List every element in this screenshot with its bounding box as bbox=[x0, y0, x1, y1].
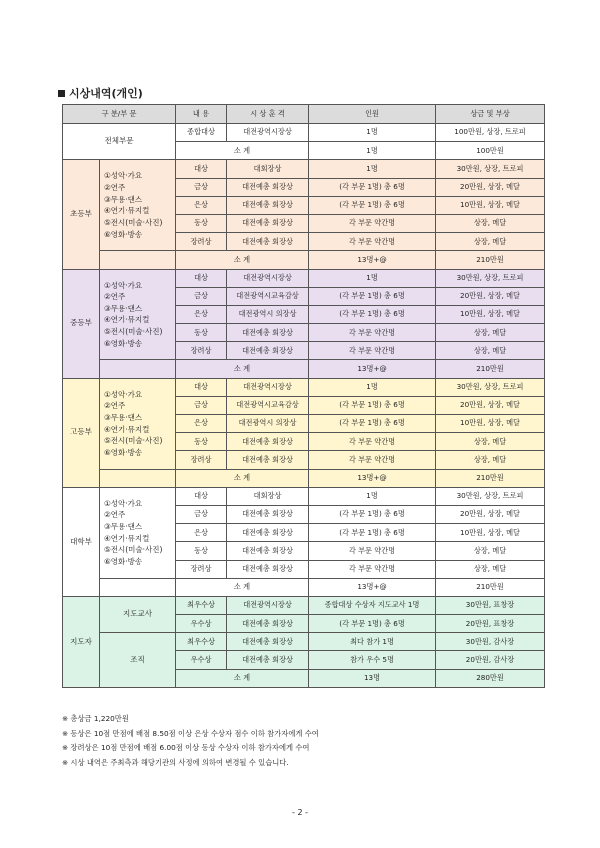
note-total-prize: ※ 총상금 1,220만원 bbox=[62, 714, 129, 723]
note-encouragement: ※ 장려상은 10점 만점에 배점 6.00점 이상 동상 수상자 이하 참가자에게 수여 bbox=[62, 743, 310, 752]
prize-cell: 20만원, 감사장 bbox=[436, 651, 545, 669]
prize-cell: 상장, 메달 bbox=[436, 451, 545, 469]
grade-cell: 대전예총 회장상 bbox=[227, 233, 309, 251]
award-cell: 최우수상 bbox=[176, 633, 227, 651]
subtotal-count: 1명 bbox=[309, 142, 436, 160]
genre-item: ②연주 bbox=[104, 510, 126, 520]
grade-cell: 대전예총 회장상 bbox=[227, 524, 309, 542]
genre-item: ④연기·뮤지컬 bbox=[104, 533, 150, 543]
genre-blank bbox=[100, 251, 176, 269]
count-cell: 각 부문 약간명 bbox=[309, 451, 436, 469]
prize-cell: 상장, 메달 bbox=[436, 214, 545, 232]
division-middle: 중등부 bbox=[63, 269, 100, 378]
grade-cell: 대전예총 회장상 bbox=[227, 451, 309, 469]
award-cell: 금상 bbox=[176, 178, 227, 196]
subtotal-label: 소 계 bbox=[176, 578, 309, 596]
table-row bbox=[63, 487, 545, 505]
grade-cell: 대전예총 회장상 bbox=[227, 633, 309, 651]
table-row bbox=[63, 360, 545, 378]
prize-cell: 30만원, 상장, 트로피 bbox=[436, 378, 545, 396]
grade-cell: 대전예총 회장상 bbox=[227, 342, 309, 360]
subtotal-count: 13명+@ bbox=[309, 578, 436, 596]
grade-cell: 대전예총 회장상 bbox=[227, 651, 309, 669]
division-high: 고등부 bbox=[63, 378, 100, 487]
award-cell: 금상 bbox=[176, 505, 227, 523]
count-cell: (각 부문 1명) 총 6명 bbox=[309, 178, 436, 196]
count-cell: 각 부문 약간명 bbox=[309, 233, 436, 251]
header-prize: 상금 및 부상 bbox=[436, 105, 545, 124]
award-cell: 장려상 bbox=[176, 560, 227, 578]
prize-cell: 30만원, 상장, 트로피 bbox=[436, 487, 545, 505]
prize-cell: 30만원, 상장, 트로피 bbox=[436, 160, 545, 178]
genre-item: ③무용·댄스 bbox=[104, 522, 143, 532]
subtotal-count: 13명+@ bbox=[309, 251, 436, 269]
grade-cell: 대전예총 회장상 bbox=[227, 542, 309, 560]
awards-table bbox=[62, 104, 545, 688]
header-count: 인원 bbox=[309, 105, 436, 124]
award-cell: 최우수상 bbox=[176, 596, 227, 614]
grade-cell: 대전광역시 의장상 bbox=[227, 305, 309, 323]
grade-cell: 대회장상 bbox=[227, 487, 309, 505]
genre-item: ⑥영화·방송 bbox=[104, 447, 143, 457]
header-content: 내 용 bbox=[176, 105, 227, 124]
award-cell: 동상 bbox=[176, 324, 227, 342]
prize-cell: 30만원, 감사장 bbox=[436, 633, 545, 651]
prize-cell: 10만원, 상장, 메달 bbox=[436, 524, 545, 542]
prize-cell: 상장, 메달 bbox=[436, 542, 545, 560]
notes bbox=[62, 712, 319, 770]
genre-list bbox=[100, 269, 176, 360]
award-cell: 장려상 bbox=[176, 342, 227, 360]
grade-cell: 대전광역시장상 bbox=[227, 596, 309, 614]
count-cell: (각 부문 1명) 총 6명 bbox=[309, 524, 436, 542]
count-cell: (각 부문 1명) 총 6명 bbox=[309, 305, 436, 323]
grade-cell: 대전예총 회장상 bbox=[227, 505, 309, 523]
prize-cell: 상장, 메달 bbox=[436, 560, 545, 578]
grade-cell: 대전광역시장상 bbox=[227, 124, 309, 142]
page-number: - 2 - bbox=[292, 808, 308, 817]
genre-item: ③무용·댄스 bbox=[104, 303, 143, 313]
table-row bbox=[63, 378, 545, 396]
award-cell: 종합대상 bbox=[176, 124, 227, 142]
genre-blank bbox=[100, 469, 176, 487]
subtotal-label: 소 계 bbox=[176, 251, 309, 269]
count-cell: 각 부문 약간명 bbox=[309, 342, 436, 360]
prize-cell: 상장, 메달 bbox=[436, 433, 545, 451]
genre-item: ⑤전시(미술·사진) bbox=[104, 545, 163, 555]
count-cell: 각 부문 약간명 bbox=[309, 542, 436, 560]
genre-item: ③무용·댄스 bbox=[104, 194, 143, 204]
subtotal-prize: 210만원 bbox=[436, 251, 545, 269]
subtotal-label: 소 계 bbox=[176, 669, 309, 687]
genre-item: ④연기·뮤지컬 bbox=[104, 424, 150, 434]
genre-item: ⑥영화·방송 bbox=[104, 338, 143, 348]
header-division: 구 분/부 문 bbox=[63, 105, 176, 124]
square-bullet-icon bbox=[58, 90, 65, 97]
prize-cell: 20만원, 상장, 메달 bbox=[436, 396, 545, 414]
award-cell: 금상 bbox=[176, 287, 227, 305]
table-row bbox=[63, 578, 545, 596]
grade-cell: 대전광역시 의장상 bbox=[227, 415, 309, 433]
table-row bbox=[63, 633, 545, 651]
count-cell: 1명 bbox=[309, 269, 436, 287]
prize-cell: 10만원, 상장, 메달 bbox=[436, 415, 545, 433]
genre-item: ①성악·가요 bbox=[104, 280, 143, 290]
note-bronze: ※ 동상은 10점 만점에 배점 8.50점 이상 은상 수상자 점수 이하 참가자에게 수여 bbox=[62, 728, 319, 738]
award-cell: 금상 bbox=[176, 396, 227, 414]
prize-cell: 20만원, 상장, 메달 bbox=[436, 287, 545, 305]
award-cell: 대상 bbox=[176, 160, 227, 178]
prize-cell: 20만원, 상장, 메달 bbox=[436, 178, 545, 196]
award-cell: 은상 bbox=[176, 305, 227, 323]
table-row bbox=[63, 251, 545, 269]
count-cell: 1명 bbox=[309, 378, 436, 396]
table-row bbox=[63, 269, 545, 287]
award-cell: 우수상 bbox=[176, 615, 227, 633]
award-cell: 대상 bbox=[176, 269, 227, 287]
prize-cell: 상장, 메달 bbox=[436, 233, 545, 251]
subtotal-label: 소 계 bbox=[176, 469, 309, 487]
grade-cell: 대전예총 회장상 bbox=[227, 178, 309, 196]
grade-cell: 대전예총 회장상 bbox=[227, 324, 309, 342]
count-cell: 1명 bbox=[309, 160, 436, 178]
genre-item: ②연주 bbox=[104, 401, 126, 411]
subtotal-prize: 100만원 bbox=[436, 142, 545, 160]
grade-cell: 대전예총 회장상 bbox=[227, 433, 309, 451]
grade-cell: 대전예총 회장상 bbox=[227, 214, 309, 232]
prize-cell: 10만원, 상장, 메달 bbox=[436, 196, 545, 214]
count-cell: 종합대상 수상자 지도교사 1명 bbox=[309, 596, 436, 614]
subtotal-prize: 210만원 bbox=[436, 578, 545, 596]
genre-item: ④연기·뮤지컬 bbox=[104, 206, 150, 216]
genre-item: ⑤전시(미술·사진) bbox=[104, 217, 163, 227]
subtotal-count: 13명+@ bbox=[309, 360, 436, 378]
grade-cell: 대전광역시장상 bbox=[227, 378, 309, 396]
genre-list bbox=[100, 487, 176, 578]
subtotal-label: 소 계 bbox=[176, 142, 309, 160]
grade-cell: 대전광역시장상 bbox=[227, 269, 309, 287]
division-elementary: 초등부 bbox=[63, 160, 100, 269]
award-cell: 장려상 bbox=[176, 233, 227, 251]
genre-item: ⑥영화·방송 bbox=[104, 556, 143, 566]
grade-cell: 대전광역시교육감상 bbox=[227, 396, 309, 414]
genre-item: ②연주 bbox=[104, 292, 126, 302]
subtotal-prize: 210만원 bbox=[436, 469, 545, 487]
genre-item: ⑤전시(미술·사진) bbox=[104, 327, 163, 337]
table-row bbox=[63, 124, 545, 142]
table-row bbox=[63, 469, 545, 487]
grade-cell: 대전광역시교육감상 bbox=[227, 287, 309, 305]
prize-cell: 상장, 메달 bbox=[436, 342, 545, 360]
genre-item: ①성악·가요 bbox=[104, 389, 143, 399]
prize-cell: 20만원, 상장, 메달 bbox=[436, 505, 545, 523]
count-cell: (각 부문 1명) 총 6명 bbox=[309, 287, 436, 305]
prize-cell: 30만원, 표창장 bbox=[436, 596, 545, 614]
genre-item: ①성악·가요 bbox=[104, 498, 143, 508]
table-row bbox=[63, 160, 545, 178]
grade-cell: 대회장상 bbox=[227, 160, 309, 178]
subtotal-prize: 210만원 bbox=[436, 360, 545, 378]
award-cell: 은상 bbox=[176, 524, 227, 542]
genre-item: ⑥영화·방송 bbox=[104, 229, 143, 239]
subtotal-prize: 280만원 bbox=[436, 669, 545, 687]
header-award-grade: 시 상 훈 격 bbox=[227, 105, 309, 124]
award-cell: 동상 bbox=[176, 214, 227, 232]
count-cell: (각 부문 1명) 총 6명 bbox=[309, 396, 436, 414]
genre-blank bbox=[100, 360, 176, 378]
count-cell: 각 부문 약간명 bbox=[309, 560, 436, 578]
count-cell: 1명 bbox=[309, 487, 436, 505]
table-header-row bbox=[63, 105, 545, 124]
prize-cell: 30만원, 상장, 트로피 bbox=[436, 269, 545, 287]
subtotal-count: 13명 bbox=[309, 669, 436, 687]
award-cell: 대상 bbox=[176, 487, 227, 505]
count-cell: (각 부문 1명) 총 6명 bbox=[309, 415, 436, 433]
subtotal-label: 소 계 bbox=[176, 360, 309, 378]
award-cell: 동상 bbox=[176, 433, 227, 451]
prize-cell: 10만원, 상장, 메달 bbox=[436, 305, 545, 323]
count-cell: 각 부문 약간명 bbox=[309, 324, 436, 342]
count-cell: (각 부문 1명) 총 6명 bbox=[309, 196, 436, 214]
division-university: 대학부 bbox=[63, 487, 100, 596]
grade-cell: 대전예총 회장상 bbox=[227, 560, 309, 578]
division-instructor: 지도자 bbox=[63, 596, 100, 687]
genre-list bbox=[100, 378, 176, 469]
instructor-group-label: 조직 bbox=[100, 633, 176, 688]
count-cell: 최다 참가 1명 bbox=[309, 633, 436, 651]
count-cell: (각 부문 1명) 총 6명 bbox=[309, 615, 436, 633]
award-cell: 동상 bbox=[176, 542, 227, 560]
count-cell: 각 부문 약간명 bbox=[309, 433, 436, 451]
table-row bbox=[63, 596, 545, 614]
genre-item: ②연주 bbox=[104, 183, 126, 193]
award-cell: 은상 bbox=[176, 415, 227, 433]
prize-cell: 상장, 메달 bbox=[436, 324, 545, 342]
count-cell: 각 부문 약간명 bbox=[309, 214, 436, 232]
award-cell: 장려상 bbox=[176, 451, 227, 469]
genre-item: ①성악·가요 bbox=[104, 171, 143, 181]
genre-blank bbox=[100, 578, 176, 596]
prize-cell: 20만원, 표창장 bbox=[436, 615, 545, 633]
genre-item: ③무용·댄스 bbox=[104, 412, 143, 422]
count-cell: 1명 bbox=[309, 124, 436, 142]
award-cell: 우수상 bbox=[176, 651, 227, 669]
genre-list bbox=[100, 160, 176, 251]
award-cell: 대상 bbox=[176, 378, 227, 396]
count-cell: 참가 우수 5명 bbox=[309, 651, 436, 669]
count-cell: (각 부문 1명) 총 6명 bbox=[309, 505, 436, 523]
note-change: ※ 시상 내역은 주최측과 해당기관의 사정에 의하여 변경될 수 있습니다. bbox=[62, 757, 289, 767]
genre-item: ④연기·뮤지컬 bbox=[104, 315, 150, 325]
section-title: 시상내역(개인) bbox=[58, 85, 143, 101]
award-cell: 은상 bbox=[176, 196, 227, 214]
subtotal-count: 13명+@ bbox=[309, 469, 436, 487]
genre-item: ⑤전시(미술·사진) bbox=[104, 436, 163, 446]
grade-cell: 대전예총 회장상 bbox=[227, 615, 309, 633]
grade-cell: 대전예총 회장상 bbox=[227, 196, 309, 214]
instructor-group-label: 지도교사 bbox=[100, 596, 176, 632]
prize-cell: 100만원, 상장, 트로피 bbox=[436, 124, 545, 142]
division-overall: 전체부문 bbox=[63, 124, 176, 160]
